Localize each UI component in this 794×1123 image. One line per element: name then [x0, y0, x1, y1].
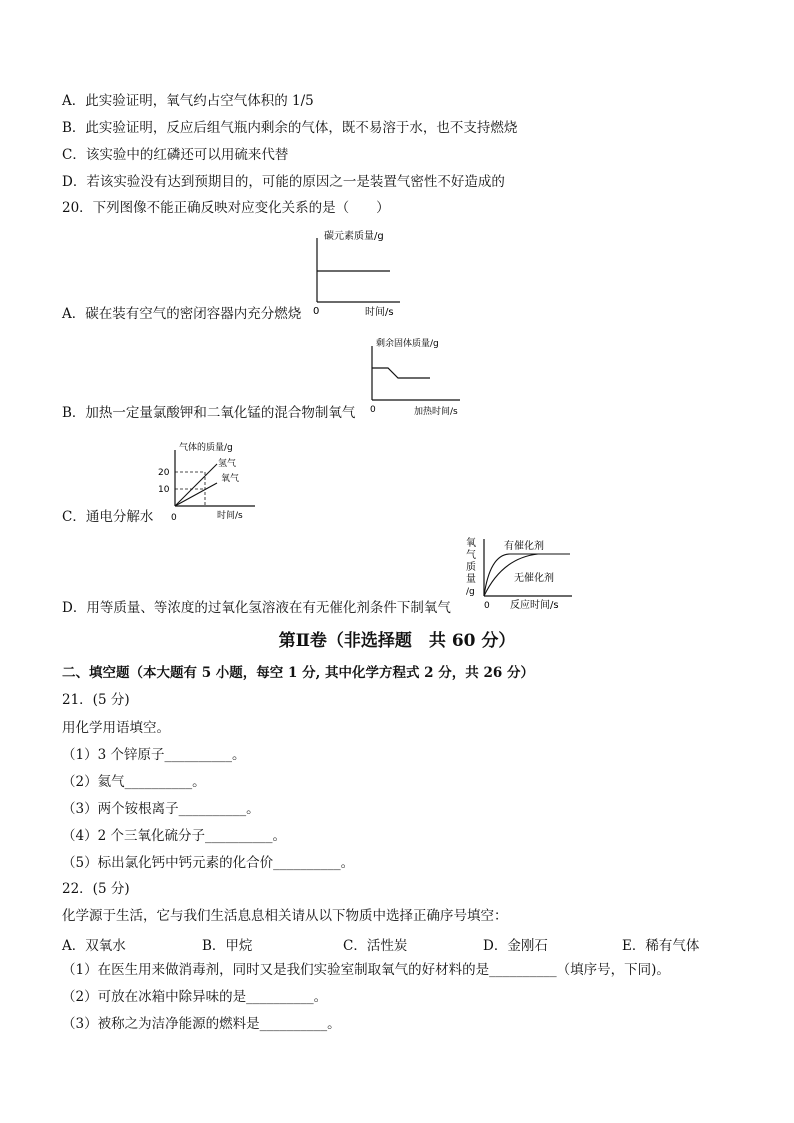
graph-d-origin: 0 — [484, 601, 490, 611]
q22-intro: 化学源于生活，它与我们生活息息相关请从以下物质中选择正确序号填空： — [62, 908, 508, 924]
q22-choice-b: B．甲烷 — [202, 938, 253, 954]
graph-c-tick-10: 10 — [158, 485, 170, 495]
graph-d-curve1-label: 有催化剂 — [504, 541, 544, 552]
graph-c-line-2 — [175, 483, 217, 506]
q22-choice-c: C．活性炭 — [343, 938, 408, 954]
graph-d-ylabel-3: 质 — [466, 562, 476, 573]
q22-item-3: （3）被称之为洁净能源的燃料是__________。 — [62, 1016, 341, 1032]
q22-item-1: （1）在医生用来做消毒剂，同时又是我们实验室制取氧气的好材料的是__________（填序号，下同)。 — [62, 962, 670, 978]
graph-c-xlabel: 时间/s — [217, 511, 243, 521]
q21-item-3: （3）两个铵根离子__________。 — [62, 801, 260, 817]
q22-choice-d: D．金刚石 — [483, 938, 548, 954]
q20-option-a: A．碳在装有空气的密闭容器内充分燃烧 — [62, 306, 302, 322]
q22-item-2: （2）可放在冰箱中除异味的是__________。 — [62, 989, 328, 1005]
graph-d-curve2-label: 无催化剂 — [514, 573, 554, 584]
q22-choice-e: E．稀有气体 — [622, 938, 700, 954]
graph-b-origin: 0 — [370, 405, 376, 415]
q21-item-2: （2）氦气__________。 — [62, 774, 206, 790]
section-title: 第Ⅱ卷（非选择题 共 60 分） — [278, 631, 516, 651]
graph-a-xlabel: 时间/s — [365, 307, 394, 318]
graph-a-origin: 0 — [313, 306, 320, 317]
q22-number: 22．(5 分) — [62, 881, 130, 897]
graph-c-line1-label: 氢气 — [218, 459, 237, 469]
q20-option-c: C．通电分解水 — [62, 509, 154, 525]
q21-number: 21．(5 分) — [62, 692, 130, 708]
q19-option-d: D．若该实验没有达到预期目的，可能的原因之一是装置气密性不好造成的 — [62, 174, 505, 190]
graph-d-ylabel-2: 气 — [466, 550, 476, 561]
graph-c-line2-label: 氧气 — [221, 474, 240, 484]
q22-choice-a: A．双氧水 — [62, 938, 126, 954]
graph-c-origin: 0 — [171, 513, 177, 523]
graph-c-line-1 — [175, 464, 217, 506]
graph-b-xlabel: 加热时间/s — [414, 407, 458, 417]
q20-option-b: B．加热一定量氯酸钾和二氧化锰的混合物制氧气 — [62, 405, 356, 421]
graph-d-xlabel: 反应时间/s — [510, 600, 559, 611]
graph-b-curve — [372, 368, 430, 378]
graph-d — [464, 534, 576, 614]
graph-d-ylabel-5: /g — [466, 587, 475, 597]
q21-item-1: （1）3 个锌原子__________。 — [62, 747, 246, 763]
q21-item-5: （5）标出氯化钙中钙元素的化合价__________。 — [62, 855, 355, 871]
section2-heading: 二、填空题（本大题有 5 小题，每空 1 分, 其中化学方程式 2 分，共 26 分） — [62, 665, 534, 681]
q20-stem: 20．下列图像不能正确反映对应变化关系的是（ ） — [62, 200, 390, 216]
graph-b — [360, 334, 470, 419]
graph-d-ylabel-1: 氧 — [466, 538, 476, 549]
graph-a — [300, 226, 410, 321]
graph-b-ylabel: 剩余固体质量/g — [376, 339, 439, 349]
q20-option-d: D．用等质量、等浓度的过氧化氢溶液在有无催化剂条件下制氧气 — [62, 600, 451, 616]
q19-option-c: C．该实验中的红磷还可以用硫来代替 — [62, 147, 289, 163]
q21-intro: 用化学用语填空。 — [62, 720, 170, 736]
q21-item-4: （4）2 个三氧化硫分子__________。 — [62, 828, 286, 844]
q19-option-b: B．此实验证明，反应后组气瓶内剩余的气体，既不易溶于水，也不支持燃烧 — [62, 120, 518, 136]
q19-option-a: A．此实验证明，氧气约占空气体积的 1/5 — [62, 93, 314, 109]
graph-c-tick-20: 20 — [158, 468, 170, 478]
graph-a-ylabel: 碳元素质量/g — [324, 231, 384, 242]
graph-d-ylabel-4: 量 — [466, 574, 476, 585]
graph-c-ylabel: 气体的质量/g — [179, 443, 233, 453]
graph-c — [155, 438, 265, 523]
